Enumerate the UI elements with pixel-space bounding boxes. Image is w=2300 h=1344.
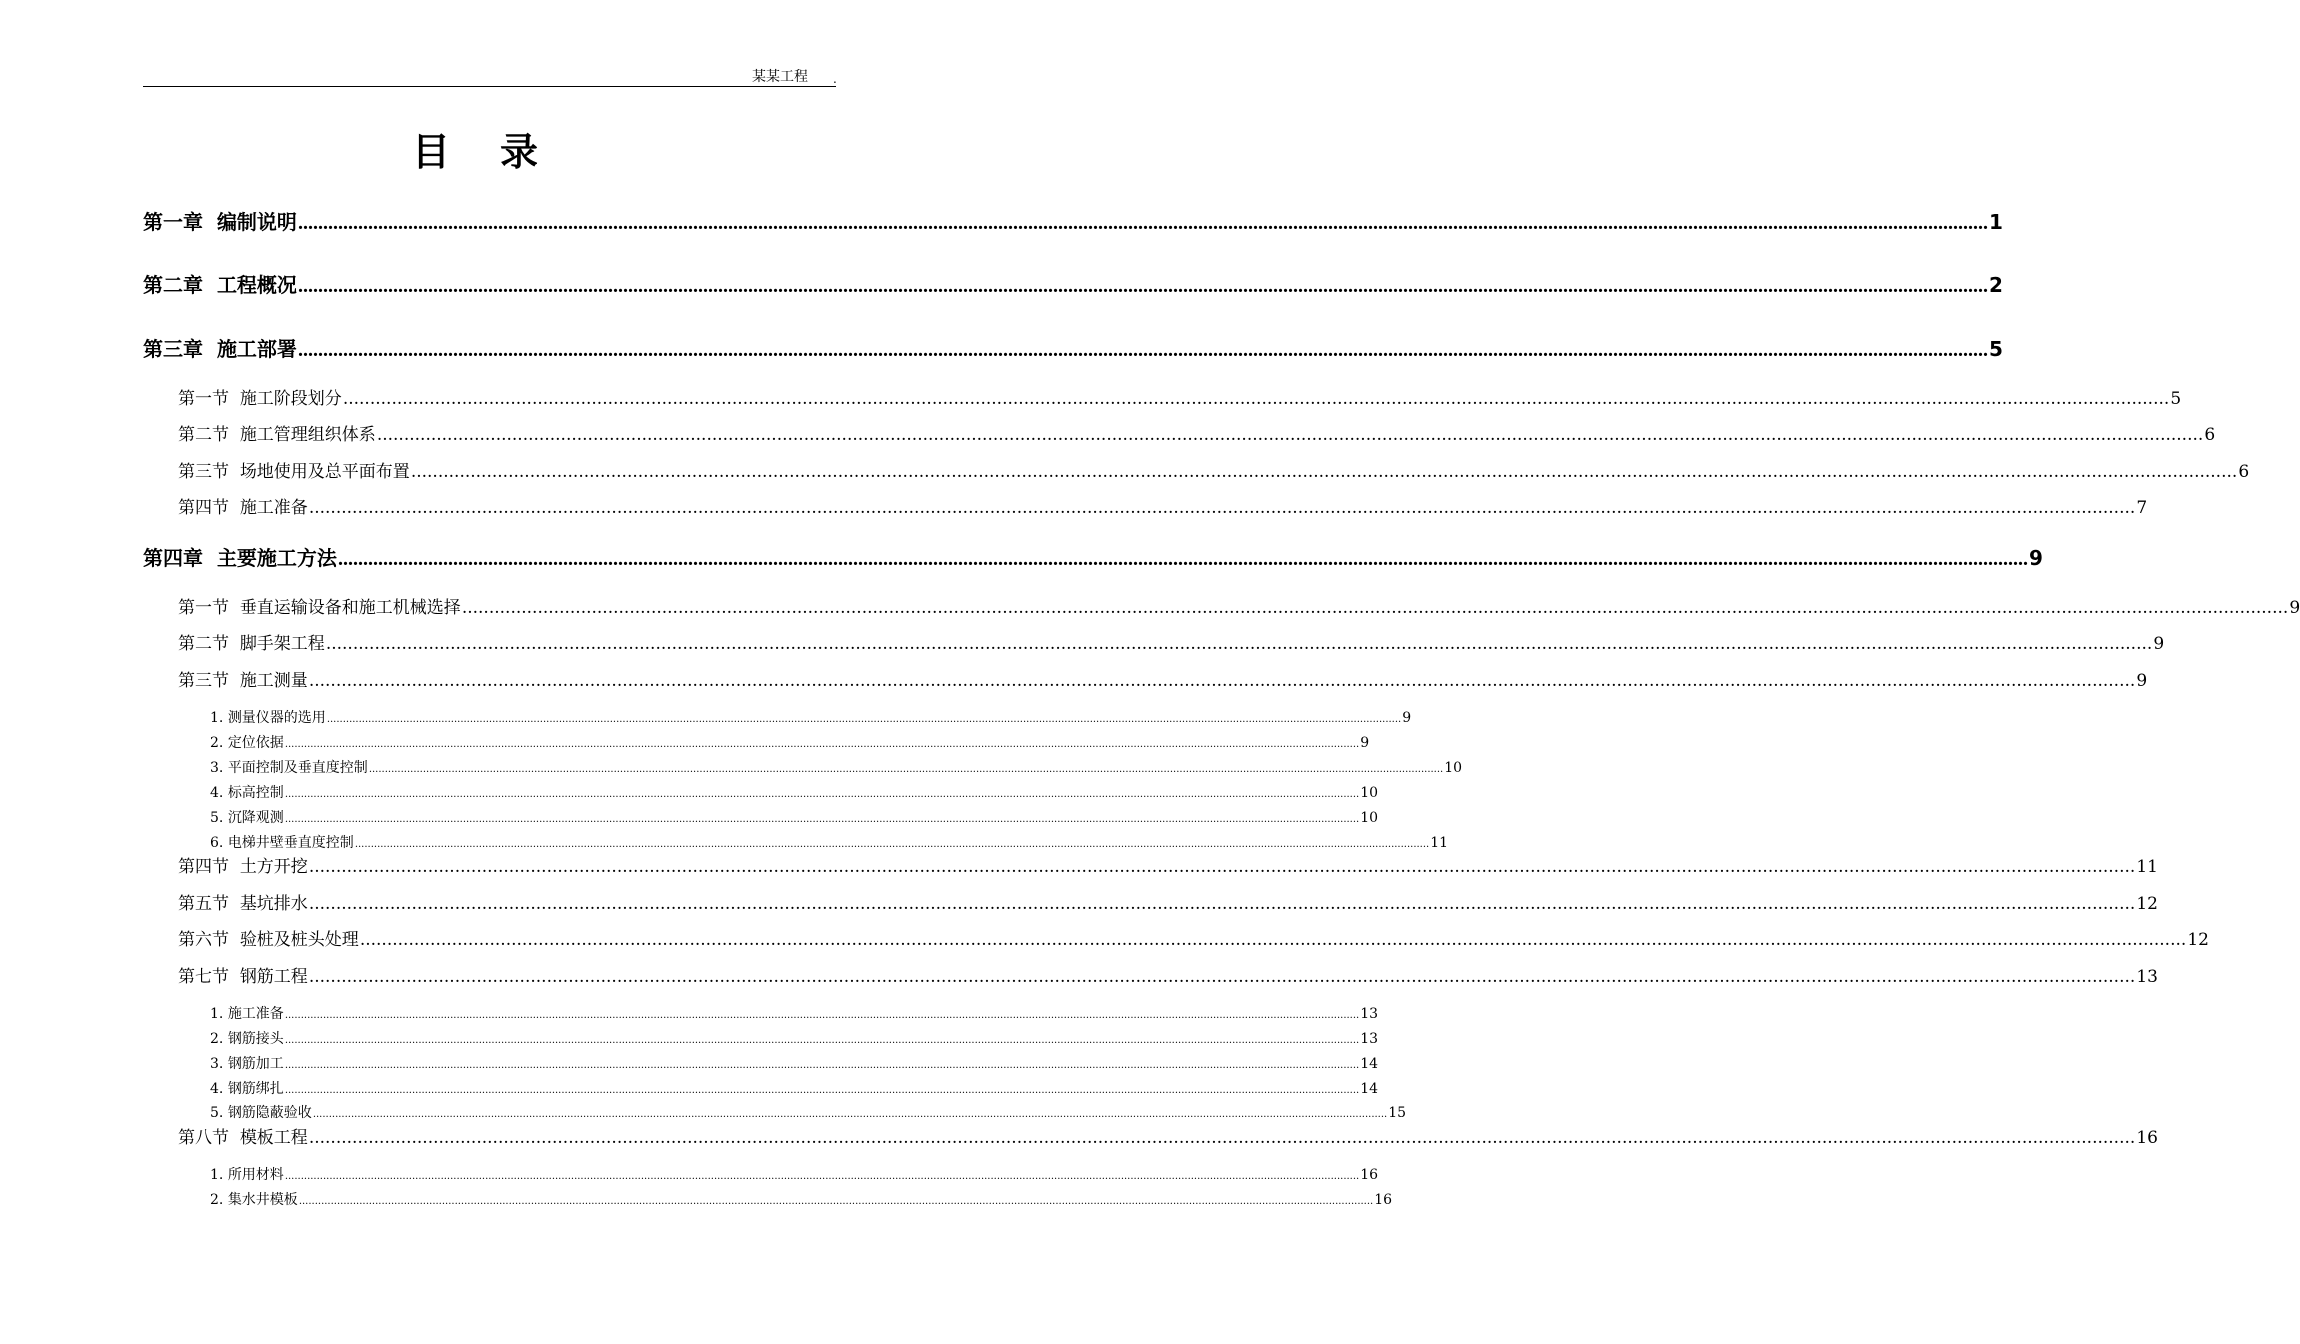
- toc-entry-number: 1.: [210, 1006, 224, 1022]
- page-title: 目录: [411, 130, 588, 174]
- toc-leader-dots: ..................................................................................................................................................................................................................................................................................................................................................: [308, 857, 2136, 877]
- toc-leader-dots: ..................................................................................................................................................................................................................................................................................................................................................: [308, 498, 2136, 518]
- toc-entry-number: 第四节: [178, 498, 229, 518]
- toc-page-number: 9: [2153, 634, 2165, 654]
- toc-entry-sub[interactable]: [210, 734, 1370, 754]
- toc-leader-dots: ..................................................................................................................................................................................................................................................................................................................................................: [297, 275, 1988, 297]
- toc-entry-title: [178, 633, 325, 655]
- toc-entry-sub[interactable]: [210, 1030, 1379, 1050]
- toc-page-number: 11: [2136, 857, 2158, 877]
- toc-page-number: 15: [1388, 1105, 1407, 1121]
- toc-entry-title: [143, 336, 297, 362]
- header-mark: .: [833, 72, 837, 86]
- toc-entry-number: 1.: [210, 710, 224, 726]
- toc-leader-dots: ..................................................................................................................................................................................................................................................................................................................................................: [376, 425, 2204, 445]
- toc-page-number: 6: [2238, 462, 2250, 482]
- toc-entry-number: 第一节: [178, 389, 229, 409]
- toc-entry-title: [210, 784, 284, 802]
- toc-entry-title: [178, 670, 308, 692]
- toc-page-number: 2: [1988, 273, 2003, 297]
- toc-page-number: 13: [1360, 1006, 1379, 1022]
- toc-entry-chapter[interactable]: [143, 272, 2003, 299]
- toc-entry-title: [143, 545, 337, 571]
- toc-page-number: 14: [1360, 1056, 1379, 1072]
- toc-entry-title: [210, 1166, 284, 1184]
- toc-entry-title: [178, 1127, 308, 1149]
- toc-entry-section[interactable]: [178, 388, 2182, 410]
- toc-entry-text: 测量仪器的选用: [227, 710, 326, 726]
- toc-entry-number: 4.: [210, 785, 224, 801]
- toc-leader-dots: ..................................................................................................................................................................................................................................................................................................................................................: [298, 1196, 1374, 1207]
- toc-entry-chapter[interactable]: [143, 336, 2003, 363]
- toc-page-number: 11: [1430, 835, 1449, 851]
- toc-entry-text: 钢筋工程: [239, 967, 308, 987]
- toc-entry-title: [178, 424, 376, 446]
- toc-entry-title: [143, 209, 297, 235]
- toc-entry-title: [143, 272, 297, 298]
- toc-entry-number: 1.: [210, 1167, 224, 1183]
- toc-page-number: 10: [1360, 810, 1379, 826]
- toc-entry-title: [178, 929, 359, 951]
- toc-entry-number: 第三章: [143, 337, 203, 361]
- toc-leader-dots: ..................................................................................................................................................................................................................................................................................................................................................: [312, 1109, 1388, 1120]
- toc-leader-dots: ..................................................................................................................................................................................................................................................................................................................................................: [308, 967, 2136, 987]
- toc-entry-sub[interactable]: [210, 784, 1379, 804]
- toc-leader-dots: ..................................................................................................................................................................................................................................................................................................................................................: [297, 212, 1988, 234]
- toc-entry-text: 施工管理组织体系: [239, 425, 376, 445]
- toc-page-number: 13: [2136, 967, 2158, 987]
- toc-entry-number: 3.: [210, 760, 224, 776]
- toc-page-number: 12: [2136, 894, 2158, 914]
- toc-leader-dots: ..................................................................................................................................................................................................................................................................................................................................................: [284, 1035, 1360, 1046]
- toc-entry-title: [210, 809, 284, 827]
- toc-page-number: 6: [2204, 425, 2216, 445]
- toc-entry-sub[interactable]: [210, 1005, 1379, 1025]
- toc-leader-dots: ..................................................................................................................................................................................................................................................................................................................................................: [308, 894, 2136, 914]
- toc-leader-dots: ..................................................................................................................................................................................................................................................................................................................................................: [284, 789, 1360, 800]
- toc-entry-section[interactable]: [178, 670, 2148, 692]
- toc-page-number: 9: [1360, 735, 1370, 751]
- header-project-name: 某某工程: [752, 69, 808, 85]
- toc-entry-text: 工程概况: [216, 273, 297, 297]
- toc-entry-sub[interactable]: [210, 1104, 1407, 1124]
- toc-entry-sub[interactable]: [210, 709, 1412, 729]
- toc-leader-dots: ..................................................................................................................................................................................................................................................................................................................................................: [308, 1128, 2136, 1148]
- toc-entry-chapter[interactable]: [143, 209, 2003, 236]
- toc-page-number: 16: [1360, 1167, 1379, 1183]
- toc-entry-number: 5.: [210, 810, 224, 826]
- toc-leader-dots: ..................................................................................................................................................................................................................................................................................................................................................: [284, 1010, 1360, 1021]
- toc-entry-text: 施工阶段划分: [239, 389, 342, 409]
- toc-leader-dots: ..................................................................................................................................................................................................................................................................................................................................................: [297, 339, 1988, 361]
- toc-page-number: 10: [1360, 785, 1379, 801]
- toc-page-number: 16: [1374, 1192, 1393, 1208]
- toc-entry-text: 主要施工方法: [216, 546, 337, 570]
- toc-page-number: 14: [1360, 1081, 1379, 1097]
- toc-entry-title: [210, 759, 368, 777]
- toc-entry-section[interactable]: [178, 424, 2216, 446]
- toc-entry-number: 2.: [210, 735, 224, 751]
- toc-entry-number: 第五节: [178, 894, 229, 914]
- toc-entry-number: 第三节: [178, 671, 229, 691]
- toc-leader-dots: ..................................................................................................................................................................................................................................................................................................................................................: [284, 739, 1360, 750]
- toc-entry-text: 施工准备: [227, 1006, 284, 1022]
- toc-entry-title: [178, 461, 410, 483]
- toc-entry-text: 电梯井壁垂直度控制: [227, 835, 354, 851]
- toc-entry-title: [210, 1080, 284, 1098]
- toc-entry-title: [178, 893, 308, 915]
- toc-entry-section[interactable]: [178, 597, 2300, 619]
- toc-entry-title: [210, 1005, 284, 1023]
- toc-entry-number: 2.: [210, 1192, 224, 1208]
- toc-entry-sub[interactable]: [210, 1055, 1379, 1075]
- toc-leader-dots: ..................................................................................................................................................................................................................................................................................................................................................: [308, 671, 2136, 691]
- toc-entry-text: 标高控制: [227, 785, 284, 801]
- toc-entry-text: 模板工程: [239, 1128, 308, 1148]
- toc-leader-dots: ..................................................................................................................................................................................................................................................................................................................................................: [325, 634, 2153, 654]
- toc-entry-title: [210, 1055, 284, 1073]
- toc-entry-text: 钢筋绑扎: [227, 1081, 284, 1097]
- toc-entry-section[interactable]: [178, 1127, 2158, 1149]
- toc-entry-sub[interactable]: [210, 1166, 1379, 1186]
- toc-entry-sub[interactable]: [210, 834, 1449, 854]
- toc-entry-text: 钢筋加工: [227, 1056, 284, 1072]
- toc-leader-dots: ..................................................................................................................................................................................................................................................................................................................................................: [326, 714, 1402, 725]
- toc-entry-section[interactable]: [178, 633, 2165, 655]
- toc-page-number: 13: [1360, 1031, 1379, 1047]
- toc-leader-dots: ..................................................................................................................................................................................................................................................................................................................................................: [354, 839, 1430, 850]
- toc-entry-title: [178, 388, 342, 410]
- toc-leader-dots: ..................................................................................................................................................................................................................................................................................................................................................: [284, 814, 1360, 825]
- toc-entry-text: 施工准备: [239, 498, 308, 518]
- toc-entry-number: 第一章: [143, 210, 203, 234]
- toc-entry-title: [178, 497, 308, 519]
- toc-entry-title: [210, 1191, 298, 1209]
- toc-page-number: 5: [1988, 337, 2003, 361]
- toc-leader-dots: ..................................................................................................................................................................................................................................................................................................................................................: [342, 389, 2170, 409]
- toc-entry-number: 5.: [210, 1105, 224, 1121]
- toc-entry-section[interactable]: [178, 893, 2158, 915]
- toc-page-number: 1: [1988, 210, 2003, 234]
- toc-entry-title: [178, 597, 461, 619]
- toc-entry-text: 沉降观测: [227, 810, 284, 826]
- toc-page-number: 16: [2136, 1128, 2158, 1148]
- toc-page-number: 9: [2028, 546, 2043, 570]
- toc-entry-number: 第四章: [143, 546, 203, 570]
- toc-entry-number: 第四节: [178, 857, 229, 877]
- toc-leader-dots: ..................................................................................................................................................................................................................................................................................................................................................: [368, 764, 1444, 775]
- toc-entry-sub[interactable]: [210, 1191, 1393, 1211]
- toc-entry-chapter[interactable]: [143, 545, 2043, 572]
- toc-entry-text: 钢筋隐蔽验收: [227, 1105, 312, 1121]
- toc-page-number: 10: [1444, 760, 1463, 776]
- toc-entry-text: 所用材料: [227, 1167, 284, 1183]
- toc-entry-title: [178, 966, 308, 988]
- toc-entry-title: [210, 734, 284, 752]
- toc-entry-number: 2.: [210, 1031, 224, 1047]
- toc-page-number: 12: [2187, 930, 2209, 950]
- toc-entry-text: 定位依据: [227, 735, 284, 751]
- toc-entry-number: 4.: [210, 1081, 224, 1097]
- toc-entry-title: [210, 834, 354, 852]
- toc-entry-title: [210, 1030, 284, 1048]
- toc-entry-text: 集水井模板: [227, 1192, 298, 1208]
- toc-entry-number: 第二节: [178, 634, 229, 654]
- toc-entry-number: 第三节: [178, 462, 229, 482]
- toc-entry-title: [210, 709, 326, 727]
- toc-entry-section[interactable]: [178, 929, 2209, 951]
- toc-entry-section[interactable]: [178, 461, 2250, 483]
- toc-leader-dots: ..................................................................................................................................................................................................................................................................................................................................................: [359, 930, 2187, 950]
- toc-leader-dots: ..................................................................................................................................................................................................................................................................................................................................................: [284, 1171, 1360, 1182]
- toc-entry-number: 6.: [210, 835, 224, 851]
- toc-entry-number: 第六节: [178, 930, 229, 950]
- toc-entry-number: 3.: [210, 1056, 224, 1072]
- toc-entry-sub[interactable]: [210, 809, 1379, 829]
- toc-entry-number: 第八节: [178, 1128, 229, 1148]
- toc-entry-text: 基坑排水: [239, 894, 308, 914]
- toc-entry-text: 脚手架工程: [239, 634, 325, 654]
- toc-leader-dots: ..................................................................................................................................................................................................................................................................................................................................................: [284, 1060, 1360, 1071]
- toc-entry-sub[interactable]: [210, 759, 1463, 779]
- toc-entry-section[interactable]: [178, 856, 2158, 878]
- toc-leader-dots: ..................................................................................................................................................................................................................................................................................................................................................: [337, 548, 2028, 570]
- toc-page-number: 7: [2136, 498, 2148, 518]
- toc-entry-number: 第二章: [143, 273, 203, 297]
- toc-entry-text: 垂直运输设备和施工机械选择: [239, 598, 461, 618]
- toc-entry-section[interactable]: [178, 966, 2158, 988]
- toc-entry-text: 施工部署: [216, 337, 297, 361]
- toc-page-number: 9: [2136, 671, 2148, 691]
- toc-entry-text: 施工测量: [239, 671, 308, 691]
- toc-entry-title: [210, 1104, 312, 1122]
- toc-entry-text: 钢筋接头: [227, 1031, 284, 1047]
- toc-leader-dots: ..................................................................................................................................................................................................................................................................................................................................................: [461, 598, 2289, 618]
- toc-page-number: 9: [1402, 710, 1412, 726]
- toc-entry-text: 验桩及桩头处理: [239, 930, 359, 950]
- toc-entry-text: 平面控制及垂直度控制: [227, 760, 368, 776]
- toc-entry-number: 第二节: [178, 425, 229, 445]
- toc-entry-text: 土方开挖: [239, 857, 308, 877]
- toc-entry-sub[interactable]: [210, 1080, 1379, 1100]
- toc-page-number: 9: [2289, 598, 2300, 618]
- toc-entry-section[interactable]: [178, 497, 2148, 519]
- toc-page-number: 5: [2170, 389, 2182, 409]
- toc-leader-dots: ..................................................................................................................................................................................................................................................................................................................................................: [284, 1085, 1360, 1096]
- toc-entry-text: 场地使用及总平面布置: [239, 462, 410, 482]
- toc-leader-dots: ..................................................................................................................................................................................................................................................................................................................................................: [410, 462, 2238, 482]
- toc-entry-text: 编制说明: [216, 210, 297, 234]
- toc-entry-number: 第一节: [178, 598, 229, 618]
- toc-entry-title: [178, 856, 308, 878]
- toc-entry-number: 第七节: [178, 967, 229, 987]
